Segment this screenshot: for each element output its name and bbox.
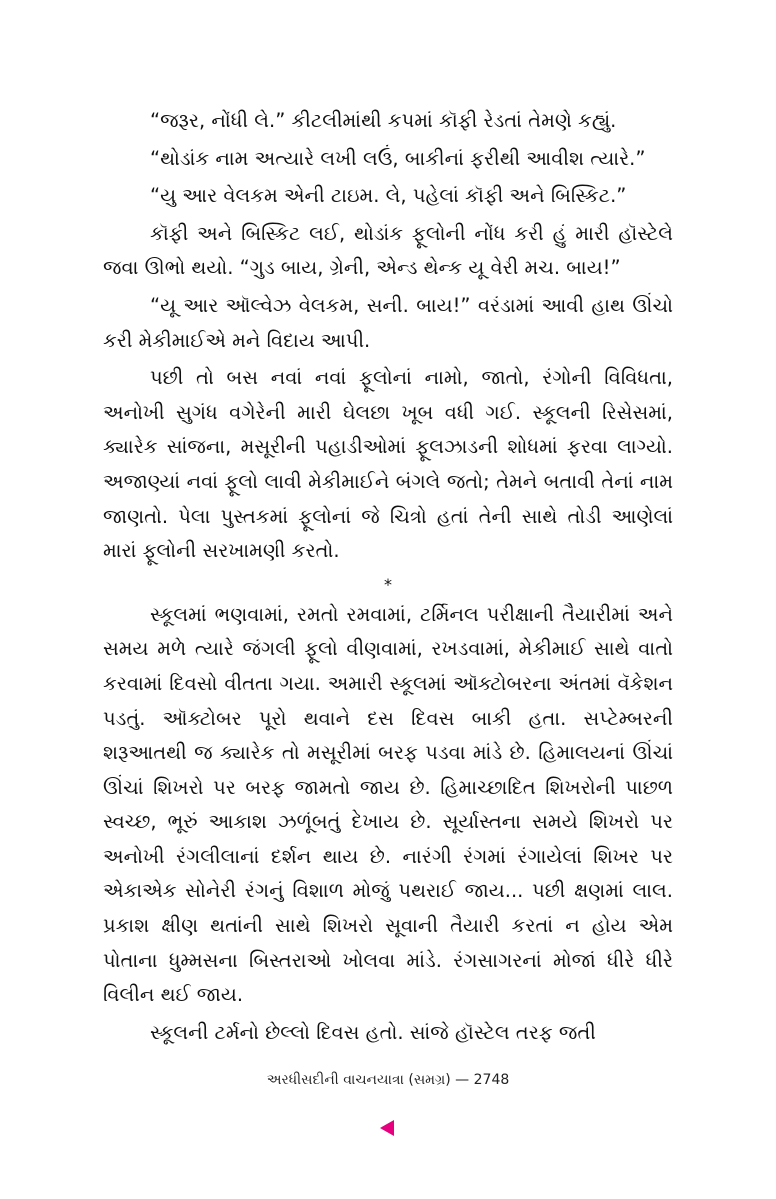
section-separator: * [384,574,392,594]
page-text [103,104,673,1053]
paragraph: સ્કૂલની ટર્મનો છેલ્લો દિવસ હતો. સાંજે હૉસ્ટેલ તરફ જતી [150,1020,596,1044]
paragraph: “જરૂર, નોંધી લે.” કીટલીમાંથી કપમાં કૉફી રેડતાં તેમણે કહ્યું. [150,109,617,132]
paragraph: “થોડાંક નામ અત્યારે લખી લઉં, બાકીનાં ફરીથી આવીશ ત્યારે.” [150,146,646,170]
paragraph: “યૂ આર ઑલ્વેઝ વેલકમ, સની. બાય!” વરંડામાં આવી હાથ ઊંચો કરી મેકીમાઈએ મને વિદાય આપી. [103,293,673,352]
paragraph: કૉફી અને બિસ્કિટ લઈ, થોડાંક ફૂલોની નોંધ કરી હું મારી હૉસ્ટેલે જવા ઊભો થયો. “ગુડ બાય, ગ્રેની, એન્ડ થેન્ક યૂ વેરી મચ. બાય!” [103,221,673,280]
paragraph: પછી તો બસ નવાં નવાં ફૂલોનાં નામો, જાતો, રંગોની વિવિધતા, અનોખી સુગંધ વગેરેની મારી ઘેલછા ખૂબ વધી ગઈ. સ્કૂલની રિસેસમાં, ક્યારેક સાંજના, મસૂરીની પહાડીઓમાં ફૂલઝાડની શોધમાં ફરવા લાગ્યો. અજાણ્યાં નવાં ફૂલો લાવી મેકીમાઈને બંગલે જતો; તેમને બતાવી તેનાં નામ જાણતો. પેલા પુસ્તકમાં ફૂલોનાં જે ચિત્રો હતાં તેની સાથે તોડી આણેલાં મારાં ફૂલોની સરખામણી કરતો. [103,366,673,563]
paragraph: સ્કૂલમાં ભણવામાં, રમતો રમવામાં, ટર્મિનલ પરીક્ષાની તૈયારીમાં અને સમય મળે ત્યારે જંગલી ફૂલો વીણવામાં, રખડવામાં, મેકીમાઈ સાથે વાતો કરવામાં દિવસો વીતતા ગયા. અમારી સ્કૂલમાં ઑક્ટોબરના અંતમાં વૅકેશન પડતું. ઑક્ટોબર પૂરો થવાને દસ દિવસ બાકી હતા. સપ્ટેમ્બરની શરૂઆતથી જ ક્યારેક તો મસૂરીમાં બરફ પડવા માંડે છે. હિમાલયનાં ઊંચાં ઊંચાં શિખરો પર બરફ જામતો જાય છે. હિમાચ્છાદિત શિખરોની પાછળ સ્વચ્છ, ભૂરું આકાશ ઝળૂંબતું દેખાય છે. સૂર્યાસ્તના સમયે શિખરો પર અનોખી રંગલીલાનાં દર્શન થાય છે. નારંગી રંગમાં રંગાયેલાં શિખર પર એકાએક સોનેરી રંગનું વિશાળ મોજું પથરાઈ જાય... પછી ક્ષણમાં લાલ. પ્રકાશ ક્ષીણ થતાંની સાથે શિખરો સૂવાની તૈયારી કરતાં ન હોય એમ પોતાના ધુમ્મસના બિસ્તરાઓ ખોલવા માંડે. રંગસાગરનાં મોજાં ધીરે ધીરે વિલીન થઈ જાય. [103,602,673,1007]
page-footer: અરધીસદીની વાચનયાત્રા (સમગ્ર) — 2748 [266,1072,510,1088]
paragraph: “યુ આર વેલકમ એની ટાઇમ. લે, પહેલાં કૉફી અને બિસ્કિટ.” [150,184,627,208]
previous-page-arrow-icon[interactable] [380,1120,394,1136]
